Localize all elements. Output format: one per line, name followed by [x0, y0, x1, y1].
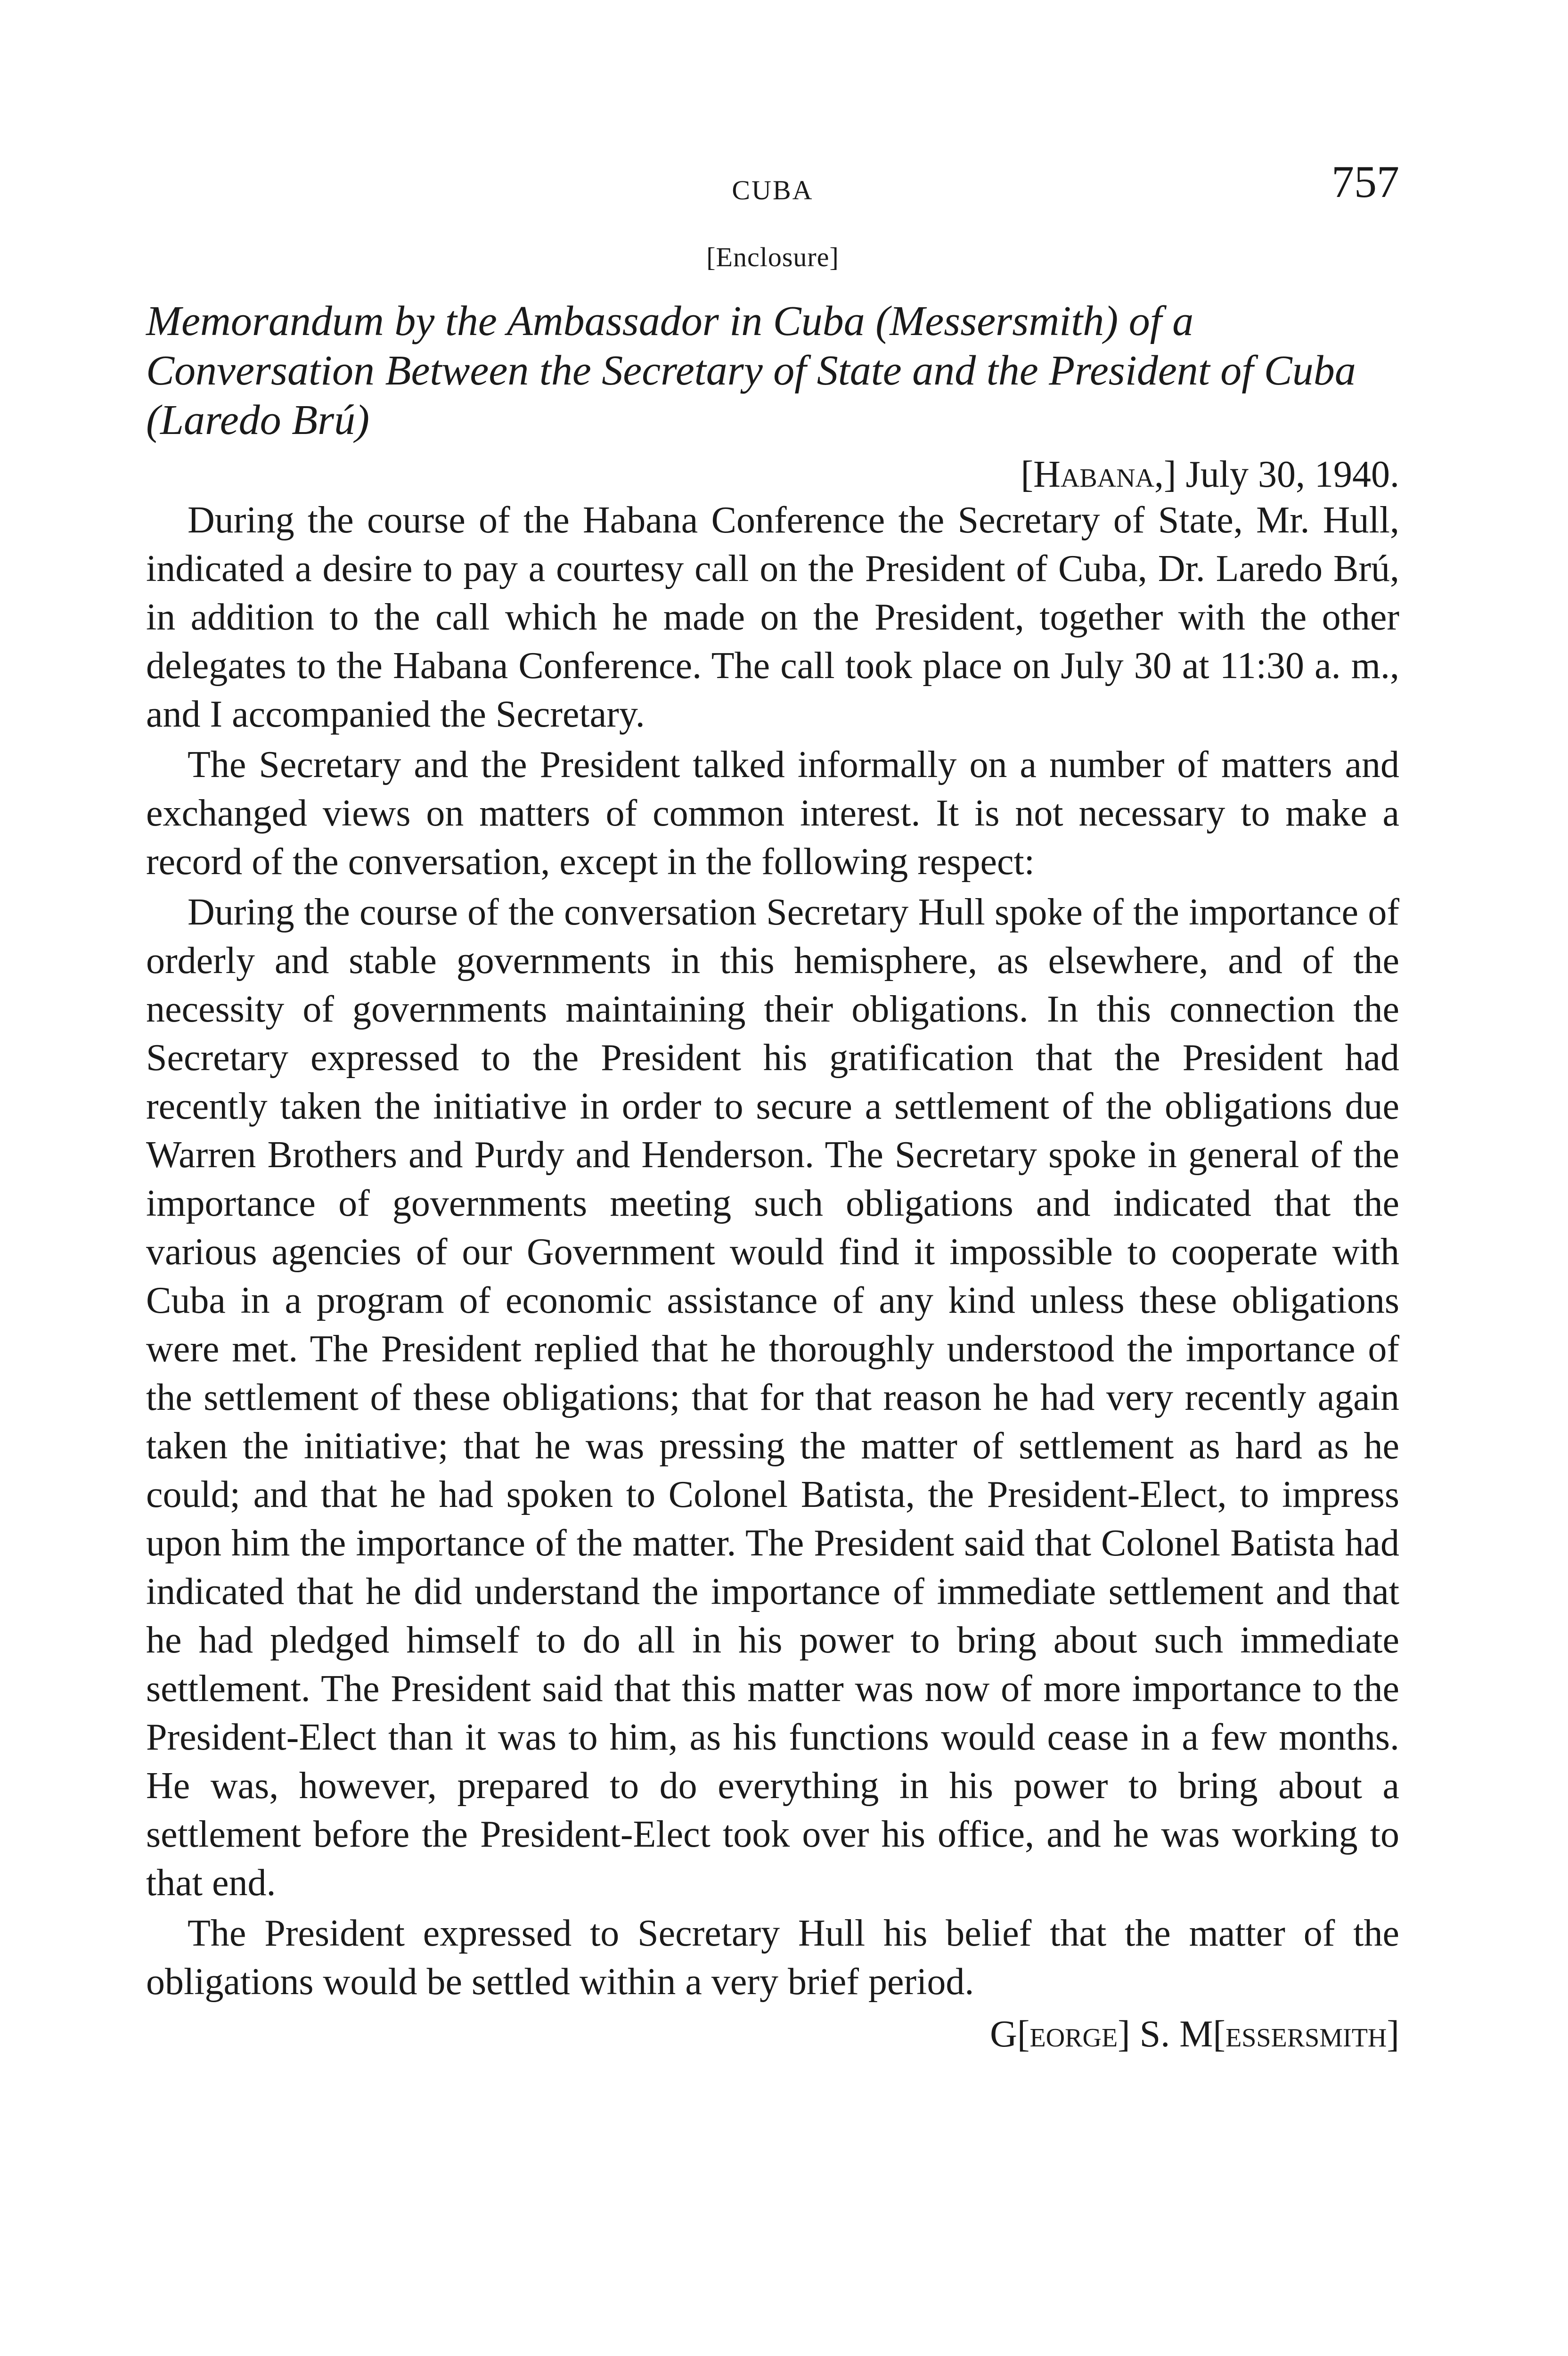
paragraph-2: The Secretary and the President talked informally on a number of matters and exchanged views on matters of common interest. It is not necessary to make a record of the conversation, except in the following respect:: [146, 744, 1399, 883]
signature-s-m: S. M: [1130, 2013, 1213, 2055]
document-page: [146, 155, 1399, 2056]
dateline-date: July 30, 1940.: [1176, 454, 1399, 495]
dateline-place: Habana: [1033, 454, 1154, 495]
running-head: [146, 155, 1399, 217]
enclosure-label: [Enclosure]: [706, 242, 839, 272]
paragraph-4: The President expressed to Secretary Hull his belief that the matter of the obligations would be settled within a very brief period.: [146, 1913, 1399, 2003]
memo-body: [146, 496, 1399, 2006]
paragraph-3: During the course of the conversation Secretary Hull spoke of the importance of orderly and stable governments in this hemisphere, as elsewhere, and of the necessity of governments maintaining their obligations. In this connection the Secretary expressed to the President his gratification that the President had recently taken the initiative in order to secure a settlement of the obligations due Warren Brothers and Purdy and Henderson. The Secretary spoke in general of the importance of governments meeting such obligations and indicated that the various agencies of our Government would find it impossible to cooperate with Cuba in a program of economic assistance of any kind unless these obligations were met. The President replied that he thoroughly understood the importance of the settlement of these obligations; that for that reason he had very recently again taken the initiative; that he was pressing the matter of settlement as hard as he could; and that he had spoken to Colonel Batista, the President-Elect, to impress upon him the importance of the matter. The President said that Colonel Batista had indicated that he did understand the importance of immediate settlement and that he had pledged himself to do all in his power to bring about such immediate settlement. The President said that this matter was now of more importance to the President-Elect than it was to him, as his functions would cease in a few months. He was, however, prepared to do everything in his power to bring about a settlement before the President-Elect took over his office, and he was working to that end.: [146, 892, 1399, 1904]
signature-initial-g: G: [990, 2013, 1017, 2055]
signature: [146, 2013, 1399, 2056]
dateline: [146, 453, 1399, 496]
signature-eorge: [eorge]: [1017, 2013, 1130, 2055]
paragraph-1: During the course of the Habana Conference the Secretary of State, Mr. Hull, indicated a desire to pay a courtesy call on the President of Cuba, Dr. Laredo Brú, in addition to the call which he made on the President, together with the other delegates to the Habana Conference. The call took place on July 30 at 11:30 a. m., and I accompanied the Secretary.: [146, 499, 1399, 735]
memo-title: Memorandum by the Ambassador in Cuba (Messersmith) of a Conversation Between the Secretary of State and the President of Cuba (Laredo Brú): [146, 298, 1356, 443]
running-title: CUBA: [732, 175, 814, 205]
dateline-bracket-close: ,]: [1154, 454, 1176, 495]
page-number: 757: [1331, 156, 1399, 207]
dateline-bracket-open: [: [1021, 454, 1034, 495]
signature-essersmith: [essersmith]: [1213, 2013, 1399, 2055]
